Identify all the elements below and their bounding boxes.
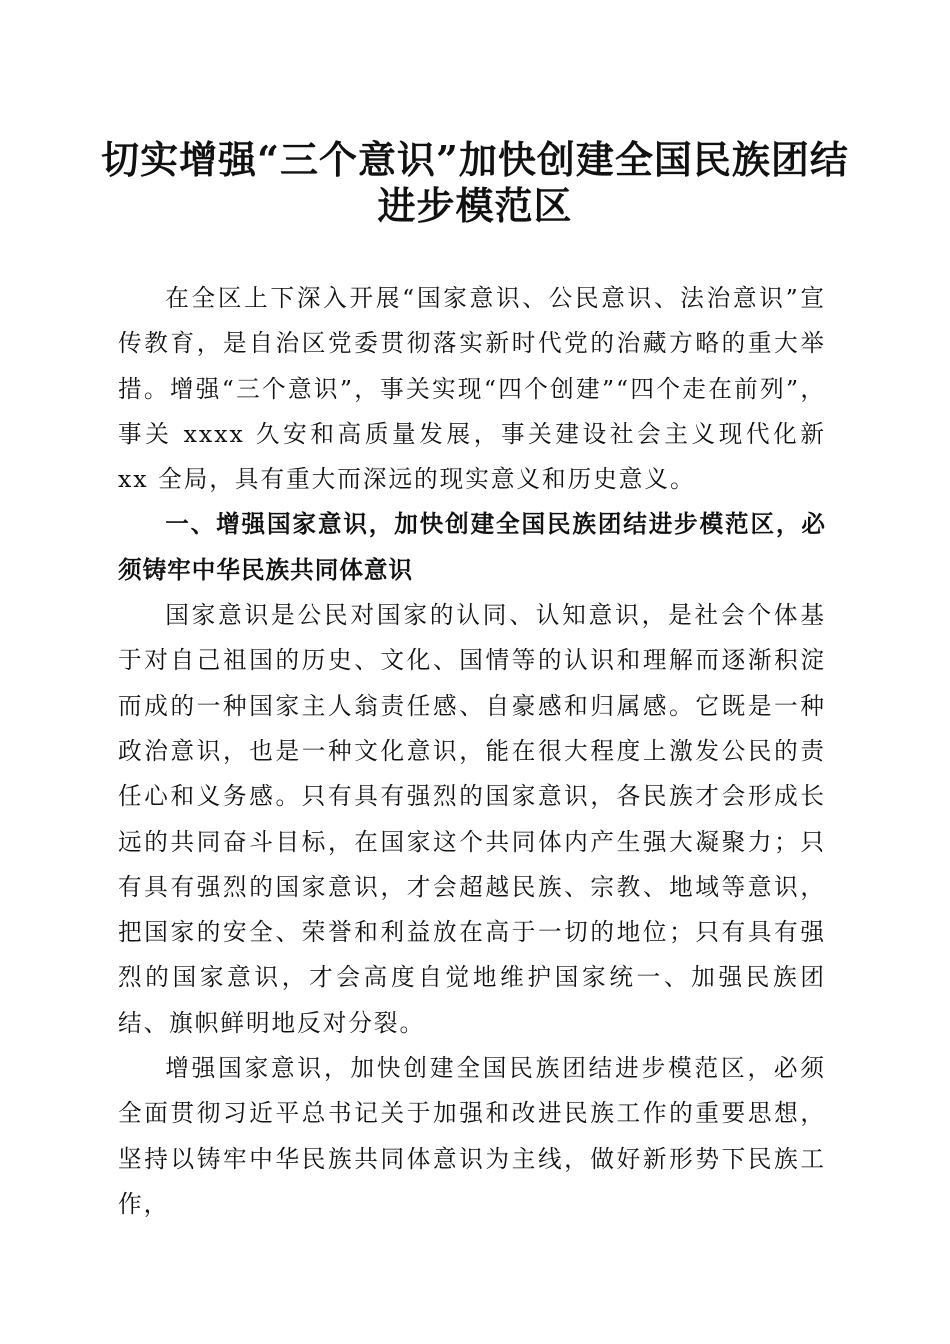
document-title-line-2: 进步模范区	[377, 183, 573, 228]
body-paragraph: 国家意识是公民对国家的认同、认知意识，是社会个体基于对自己祖国的历史、文化、国情等的认识和理解而逐渐积淀而成的一种国家主人翁责任感、自豪感和归属感。它既是一种政治意识，也是一种文化意识，能在很大程度上激发公民的责任心和义务感。只有具有强烈的国家意识，各民族才会形成长远的共同奋斗目标，在国家这个共同体内产生强大凝聚力；只有具有强烈的国家意识，才会超越民族、宗教、地域等意识，把国家的安全、荣誉和利益放在高于一切的地位；只有具有强烈的国家意识，才会高度自觉地维护国家统一、加强民族团结、旗帜鲜明地反对分裂。	[118, 601, 826, 1037]
document-title-line-1: 切实增强“三个意识”加快创建全国民族团结	[101, 137, 849, 182]
body-paragraph: 增强国家意识，加快创建全国民族团结进步模范区，必须全面贯彻习近平总书记关于加强和改进民族工作的重要思想，坚持以铸牢中华民族共同体意识为主线，做好新形势下民族工作，	[118, 1054, 826, 1218]
section-heading: 一、增强国家意识，加快创建全国民族团结进步模范区，必须铸牢中华民族共同体意识	[118, 510, 826, 584]
document-body	[118, 276, 826, 1227]
intro-paragraph: 在全区上下深入开展“国家意识、公民意识、法治意识”宣传教育，是自治区党委贯彻落实新时代党的治藏方略的重大举措。增强“三个意识”，事关实现“四个创建”“四个走在前列”，事关 xxxx 久安和高质量发展，事关建设社会主义现代化新 xx 全局，具有重大而深远的现实意义和历史意义。	[118, 284, 826, 494]
